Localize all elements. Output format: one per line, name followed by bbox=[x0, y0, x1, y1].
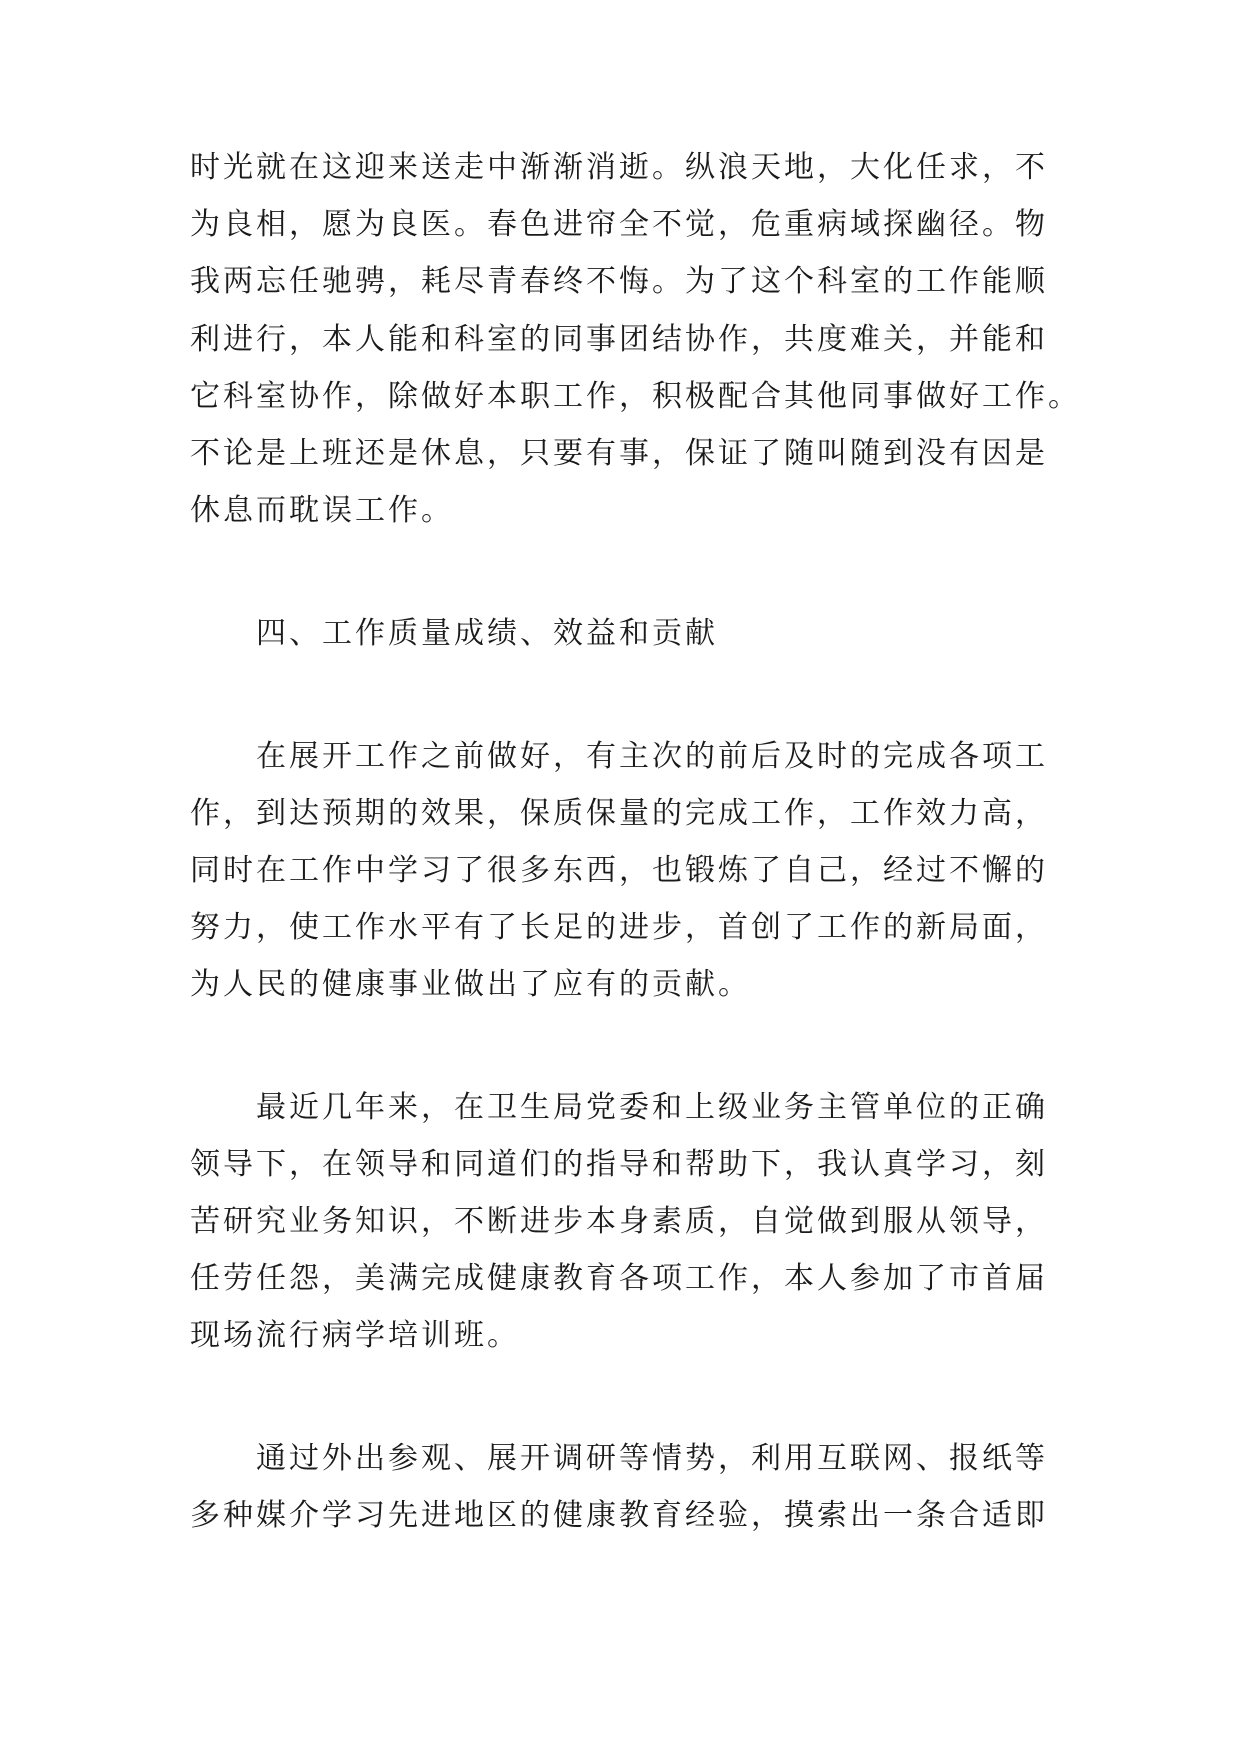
text-line: 它科室协作，除做好本职工作，积极配合其他同事做好工作。 bbox=[190, 379, 1081, 414]
text-line: 作，到达预期的效果，保质保量的完成工作，工作效力高， bbox=[190, 796, 1048, 831]
text-line: 不论是上班还是休息，只要有事，保证了随叫随到没有因是 bbox=[190, 436, 1048, 471]
text-line: 领导下，在领导和同道们的指导和帮助下，我认真学习，刻 bbox=[190, 1147, 1048, 1182]
text-line: 苦研究业务知识，不断进步本身素质，自觉做到服从领导， bbox=[190, 1204, 1048, 1239]
text-line: 同时在工作中学习了很多东西，也锻炼了自己，经过不懈的 bbox=[190, 853, 1048, 888]
text-line: 通过外出参观、展开调研等情势，利用互联网、报纸等 bbox=[256, 1441, 1048, 1476]
text-line: 为良相，愿为良医。春色进帘全不觉，危重病域探幽径。物 bbox=[190, 207, 1048, 242]
text-line: 任劳任怨，美满完成健康教育各项工作，本人参加了市首届 bbox=[190, 1261, 1048, 1296]
text-line: 时光就在这迎来送走中渐渐消逝。纵浪天地，大化任求，不 bbox=[190, 150, 1048, 185]
text-line: 为人民的健康事业做出了应有的贡献。 bbox=[190, 967, 751, 1002]
section-heading: 四、工作质量成绩、效益和贡献 bbox=[256, 616, 718, 651]
text-line: 在展开工作之前做好，有主次的前后及时的完成各项工 bbox=[256, 739, 1048, 774]
text-line: 最近几年来，在卫生局党委和上级业务主管单位的正确 bbox=[256, 1090, 1048, 1125]
text-line: 努力，使工作水平有了长足的进步，首创了工作的新局面， bbox=[190, 910, 1048, 945]
text-line: 我两忘任驰骋，耗尽青春终不悔。为了这个科室的工作能顺 bbox=[190, 264, 1048, 299]
text-line: 休息而耽误工作。 bbox=[190, 493, 454, 528]
text-line: 多种媒介学习先进地区的健康教育经验，摸索出一条合适即 bbox=[190, 1498, 1048, 1533]
text-line: 利进行，本人能和科室的同事团结协作，共度难关，并能和 bbox=[190, 322, 1048, 357]
text-line: 现场流行病学培训班。 bbox=[190, 1318, 520, 1353]
